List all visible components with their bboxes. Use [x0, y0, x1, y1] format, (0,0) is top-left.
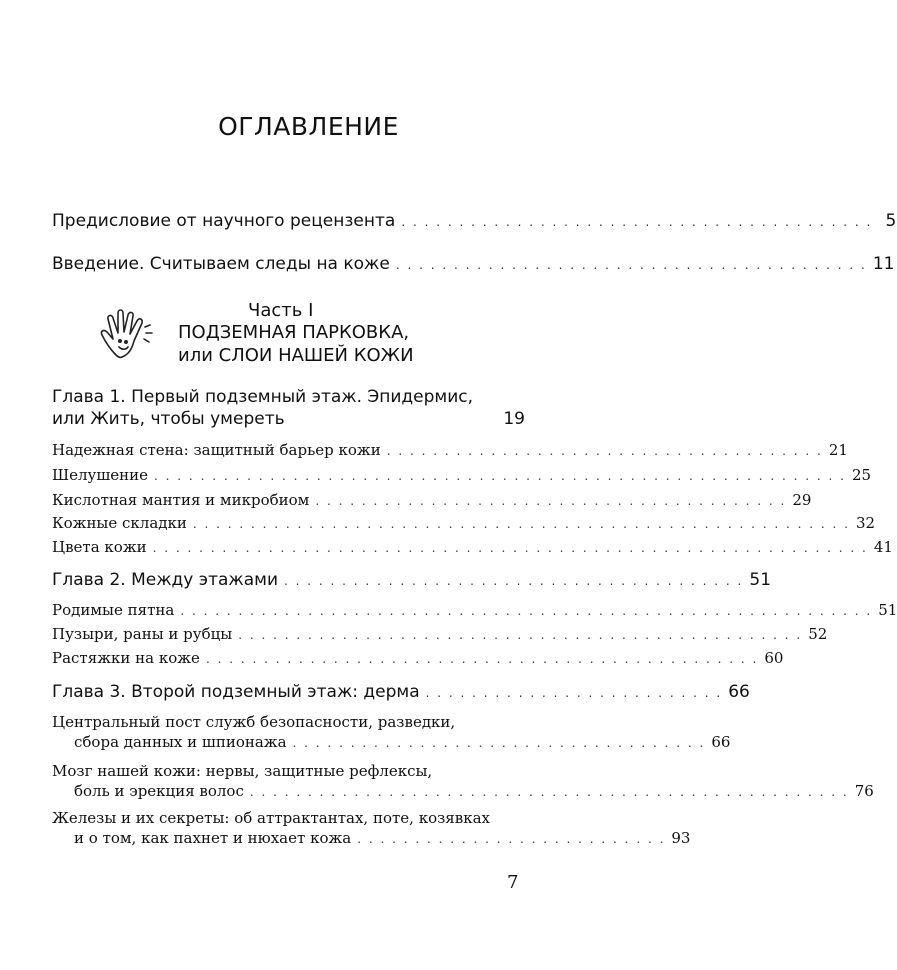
- toc-section: [52, 514, 876, 540]
- entry-label: Растяжки на коже: [52, 649, 200, 667]
- leader-dots: . . . . . . . . . . . . . . . . . . . . . . . . . . .: [357, 832, 666, 846]
- leader-dots: . . . . . . . . . . . . . . . . . . . . . . . . . . . . . . . . . . . . . . . . . . . . . . . . . . . . . . . . . . . .: [180, 604, 873, 618]
- entry-page: 25: [851, 466, 872, 484]
- part-title-line1: ПОДЗЕМНАЯ ПАРКОВКА,: [178, 322, 410, 343]
- entry-label: Родимые пятна: [52, 601, 175, 619]
- entry-page: 93: [671, 829, 691, 847]
- toc-section: [52, 441, 848, 467]
- entry-label: Кислотная мантия и микробиом: [52, 491, 310, 509]
- toc-section: [52, 649, 784, 675]
- entry-page: 51: [878, 601, 897, 619]
- chapter-title-line1: Глава 1. Первый подземный этаж. Эпидермис,: [52, 387, 474, 407]
- leader-dots: . . . . . . . . . . . . . . . . . . . . . . . . . . . . . . . . . . . . . . . . . . . . . . . . . . . .: [249, 785, 849, 799]
- chapter-title-line2: или Жить, чтобы умереть: [52, 409, 285, 429]
- leader-dots: . . . . . . . . . . . . . . . . . . . . . . . . . . . . . . . . . . . . . . . . . . . . . . . . . . . . . . . . .: [192, 517, 850, 531]
- entry-label-line2: и о том, как пахнет и нюхает кожа: [74, 829, 352, 847]
- entry-page: 41: [873, 538, 893, 556]
- toc-chapter-3: [52, 682, 750, 708]
- entry-page: 60: [764, 649, 784, 667]
- toc-section: [52, 538, 893, 564]
- toc-section-multiline: [52, 713, 731, 759]
- entry-label-line1: Железы и их секреты: об аттрактантах, поте, козявках: [52, 809, 490, 827]
- toc-section-multiline: [52, 762, 874, 808]
- toc-entry-introduction: [52, 254, 895, 280]
- entry-page: 51: [749, 570, 772, 590]
- leader-dots: . . . . . . . . . . . . . . . . . . . . . . . . . . . . . . . . . . . . . . . . . . . . . . . . . . . . . . . . . . . . . .: [152, 541, 868, 555]
- leader-dots: . . . . . . . . . . . . . . . . . . . . . . . . . . . . . . . . . . . . . .: [386, 444, 823, 458]
- part-label: Часть I: [248, 300, 314, 321]
- leader-dots: . . . . . . . . . . . . . . . . . . . . . . . . . . . . . . . . . . . . . . . . .: [315, 494, 787, 508]
- leader-dots: . . . . . . . . . . . . . . . . . . . . . . . . . . . . . . . . . . . . . . . . . . . . . . . . .: [238, 628, 803, 642]
- entry-page: 29: [792, 491, 812, 509]
- leader-dots: . . . . . . . . . . . . . . . . . . . . . . . . . . . . . . . . . . . . . . . . .: [401, 215, 873, 229]
- entry-label-line1: Центральный пост служб безопасности, разведки,: [52, 713, 456, 731]
- hand-icon: [96, 305, 158, 363]
- chapter-title: Глава 2. Между этажами: [52, 570, 279, 590]
- entry-label: Цвета кожи: [52, 538, 147, 556]
- leader-dots: . . . . . . . . . . . . . . . . . . . . . . . . . . . . . . . . . . . . . . . . . . . . . . . .: [205, 652, 759, 666]
- entry-label: Пузыри, раны и рубцы: [52, 625, 233, 643]
- entry-page: 32: [855, 514, 876, 532]
- entry-label: Введение. Считываем следы на коже: [52, 254, 390, 274]
- leader-dots: . . . . . . . . . . . . . . . . . . . . . . . . . .: [425, 686, 723, 700]
- entry-page: 52: [808, 625, 828, 643]
- toc-chapter-1: [52, 387, 525, 435]
- leader-dots: . . . . . . . . . . . . . . . . . . . . . . . . . . . . . . . . . . . . . . . . .: [395, 258, 867, 272]
- leader-dots: . . . . . . . . . . . . . . . . . . . . . . . . . . . . . . . . . . . . . . . . . . . . . . . . . . . . . . . . . . . .: [154, 469, 846, 483]
- leader-space: .: [290, 413, 297, 427]
- entry-label-line1: Мозг нашей кожи: нервы, защитные рефлексы,: [52, 762, 433, 780]
- entry-page: 66: [728, 682, 750, 702]
- chapter-title: Глава 3. Второй подземный этаж: дерма: [52, 682, 420, 702]
- leader-dots: . . . . . . . . . . . . . . . . . . . . . . . . . . . . . . . . . . . . . . . .: [284, 574, 744, 588]
- entry-page: 66: [711, 733, 731, 751]
- entry-page: 5: [885, 211, 897, 231]
- part-title-line2: или СЛОИ НАШЕЙ КОЖИ: [178, 345, 414, 366]
- toc-section: [52, 466, 872, 492]
- entry-page: 21: [828, 441, 848, 459]
- entry-label: Надежная стена: защитный барьер кожи: [52, 441, 381, 459]
- toc-section: [52, 601, 897, 627]
- entry-label: Шелушение: [52, 466, 149, 484]
- entry-label-line2: боль и эрекция волос: [74, 782, 244, 800]
- toc-section-multiline: [52, 809, 691, 855]
- toc-entry-preface: [52, 211, 897, 237]
- entry-label: Кожные складки: [52, 514, 187, 532]
- toc-chapter-2: [52, 570, 772, 596]
- leader-dots: . . . . . . . . . . . . . . . . . . . . . . . . . . . . . . . . . . . .: [292, 736, 706, 750]
- toc-section: [52, 625, 828, 651]
- toc-title: ОГЛАВЛЕНИЕ: [218, 112, 399, 141]
- page-number: 7: [507, 872, 519, 893]
- entry-label: Предисловие от научного рецензента: [52, 211, 396, 231]
- entry-page: 19: [503, 409, 525, 429]
- entry-page: 11: [872, 254, 895, 274]
- entry-page: 76: [854, 782, 874, 800]
- entry-label-line2: сбора данных и шпионажа: [74, 733, 287, 751]
